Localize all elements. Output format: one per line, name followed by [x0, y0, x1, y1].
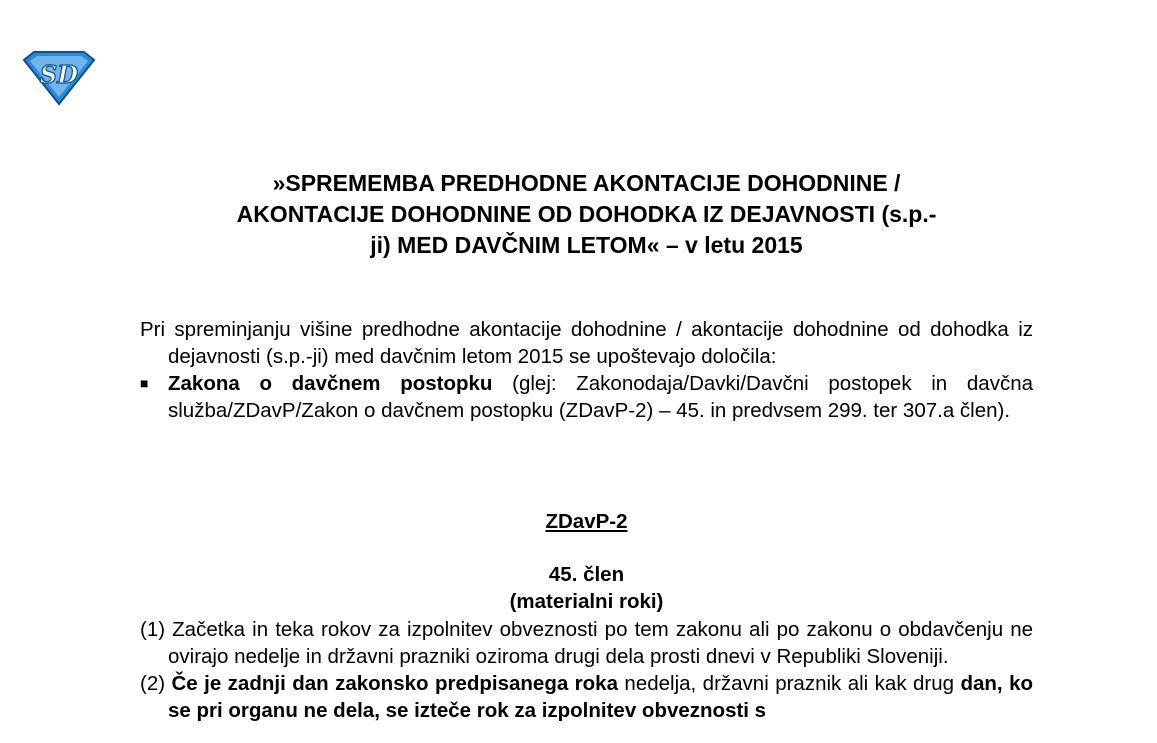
paragraph-2-bold: Če je zadnji dan zakonsko predpisanega roka — [171, 672, 618, 695]
paragraph-2 — [140, 670, 1033, 724]
bullet-item — [140, 370, 1033, 424]
paragraph-1: (1) Začetka in teka rokov za izpolnitev obveznosti po tem zakonu ali po zakonu o obdavčenju ne ovirajo nedelje in državni prazniki oziroma drugi dela prosti dnevi v Republiki Sloveniji. — [140, 618, 1033, 668]
article-number: 45. člen — [548, 563, 625, 586]
title-line-1: »SPREMEMBA PREDHODNE AKONTACIJE DOHODNINE / — [272, 170, 901, 196]
bullet-bold-text: Zakona o davčnem postopku — [168, 372, 493, 395]
paragraph-2-prefix: (2) — [140, 672, 172, 695]
svg-text:SD: SD — [39, 60, 79, 89]
paragraph-2-text: nedelja, državni praznik ali kak drug — [617, 672, 961, 695]
document-title — [140, 168, 1033, 261]
intro-section — [140, 316, 1033, 424]
bullet-text: (glej: Zakonodaja/Davki/Davčni postopek in davčna služba/ZDavP/Zakon o davčnem postopku (ZDavP-2) – 45. in predvsem 299. ter 307.a člen). — [168, 372, 1033, 422]
paragraph-2-bold-2: dan, ko se pri organu ne dela, se izteče rok za izpolnitev obveznosti s — [168, 672, 1033, 722]
title-line-3: ji) MED DAVČNIM LETOM« – v letu 2015 — [370, 232, 803, 258]
company-logo-icon — [22, 50, 96, 106]
bullet-square-icon: ■ — [140, 375, 149, 391]
article-title: (materialni roki) — [509, 590, 664, 613]
intro-paragraph: Pri spreminjanju višine predhodne akontacije dohodnine / akontacije dohodnine od dohodka iz dejavnosti (s.p.-ji) med davčnim letom 2015 se upoštevajo določila: — [140, 318, 1033, 368]
article-paragraphs — [140, 616, 1033, 724]
law-heading: ZDavP-2 — [545, 510, 628, 533]
title-line-2: AKONTACIJE DOHODNINE OD DOHODKA IZ DEJAVNOSTI (s.p.- — [236, 201, 937, 227]
